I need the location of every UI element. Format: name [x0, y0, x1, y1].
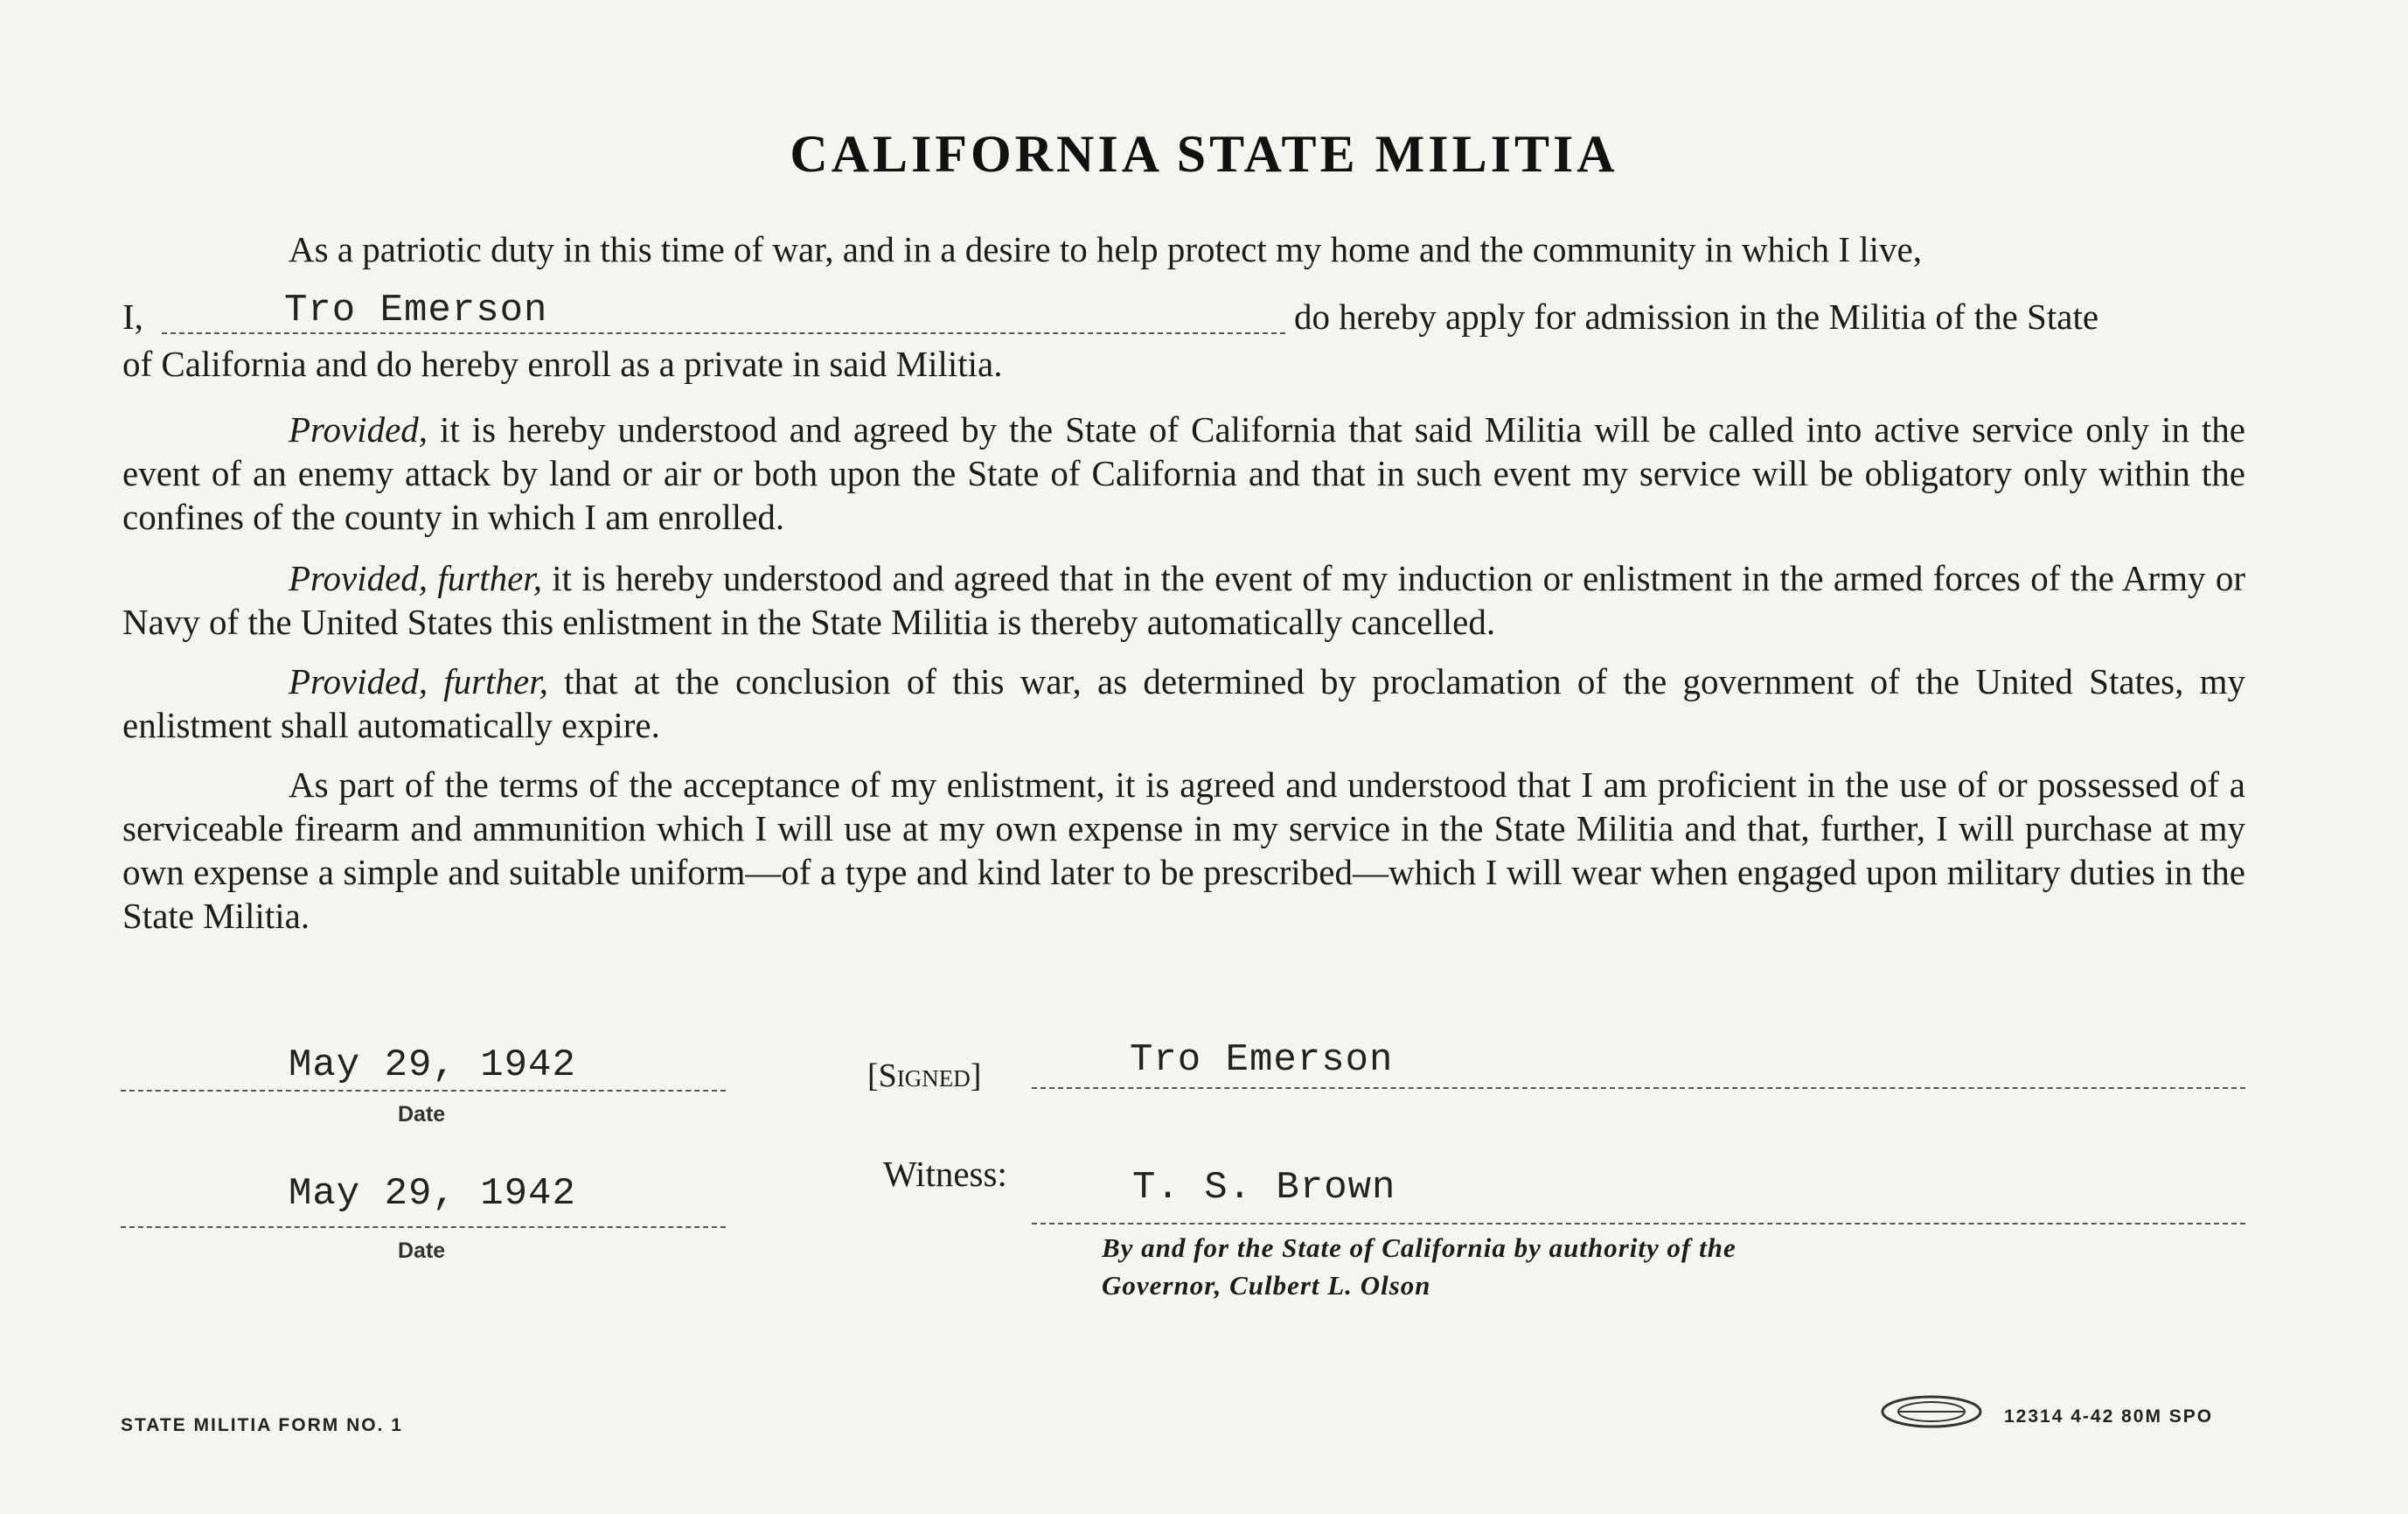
date-2-label: Date — [398, 1238, 446, 1263]
signed-label: [Signed] — [867, 1057, 982, 1094]
date-1-label: Date — [398, 1102, 446, 1127]
date-2-line — [121, 1226, 726, 1228]
authority-note — [1102, 1229, 1889, 1304]
apply-text: do hereby apply for admission in the Militia of the State — [1294, 297, 2099, 337]
form-number: STATE MILITIA FORM NO. 1 — [121, 1415, 403, 1435]
date-1-line — [121, 1090, 726, 1092]
provision-3-text: that at the conclusion of this war, as determined by proclamation of the government of the United States, my enlistment shall automatically expire. — [122, 661, 2245, 745]
date-2-value: May 29, 1942 — [289, 1172, 576, 1216]
print-code: 12314 4-42 80M SPO — [2004, 1406, 2214, 1427]
provision-1-text: it is hereby understood and agreed by the State of California that said Militia will be called into active service only in the event of an enemy attack by land or air or both upon the State of California and that in such event my service will be obligatory only within the confines of the county in which I am enrolled. — [122, 409, 2245, 537]
date-1-value: May 29, 1942 — [289, 1043, 576, 1087]
provision-3 — [122, 659, 2245, 747]
provision-3-lead: Provided, further, — [289, 661, 548, 701]
provision-2-lead: Provided, further, — [289, 558, 542, 598]
authority-line-1: By and for the State of California by authority of the — [1102, 1232, 1736, 1263]
signed-name: Tro Emerson — [1130, 1038, 1394, 1082]
provision-2 — [122, 556, 2245, 644]
intro-paragraph: As a patriotic duty in this time of war, and in a desire to help protect my home and the community in which I live, — [289, 229, 1922, 269]
signature-line — [1032, 1087, 2245, 1089]
witness-name: T. S. Brown — [1132, 1166, 1396, 1210]
apply-text-continued: of California and do hereby enroll as a private in said Militia. — [122, 344, 1003, 384]
authority-line-2: Governor, Culbert L. Olson — [1102, 1270, 1431, 1301]
applicant-name: Tro Emerson — [284, 289, 548, 332]
applicant-prefix: I, — [122, 297, 143, 337]
terms-paragraph: As part of the terms of the acceptance of my enlistment, it is agreed and understood that I am proficient in the use of or possessed of a serviceable firearm and ammunition which I will use at my own expense in my service in the State Militia and that, further, I will purchase at my own expense a simple and suitable uniform—of a type and kind later to be prescribed—which I will wear when engaged upon military duties in the State Militia. — [122, 764, 2245, 936]
applicant-name-line — [162, 332, 1285, 334]
union-label-icon — [1880, 1394, 1983, 1429]
provision-2-text: it is hereby understood and agreed that in the event of my induction or enlistment in the armed forces of the Army or Navy of the United States this enlistment in the State Militia is thereby automatically cancelled. — [122, 558, 2245, 642]
form-title: CALIFORNIA STATE MILITIA — [790, 125, 1618, 183]
witness-label: Witness: — [883, 1154, 1007, 1194]
provision-1 — [122, 408, 2245, 539]
witness-line — [1032, 1223, 2245, 1224]
provision-1-lead: Provided, — [289, 409, 428, 450]
